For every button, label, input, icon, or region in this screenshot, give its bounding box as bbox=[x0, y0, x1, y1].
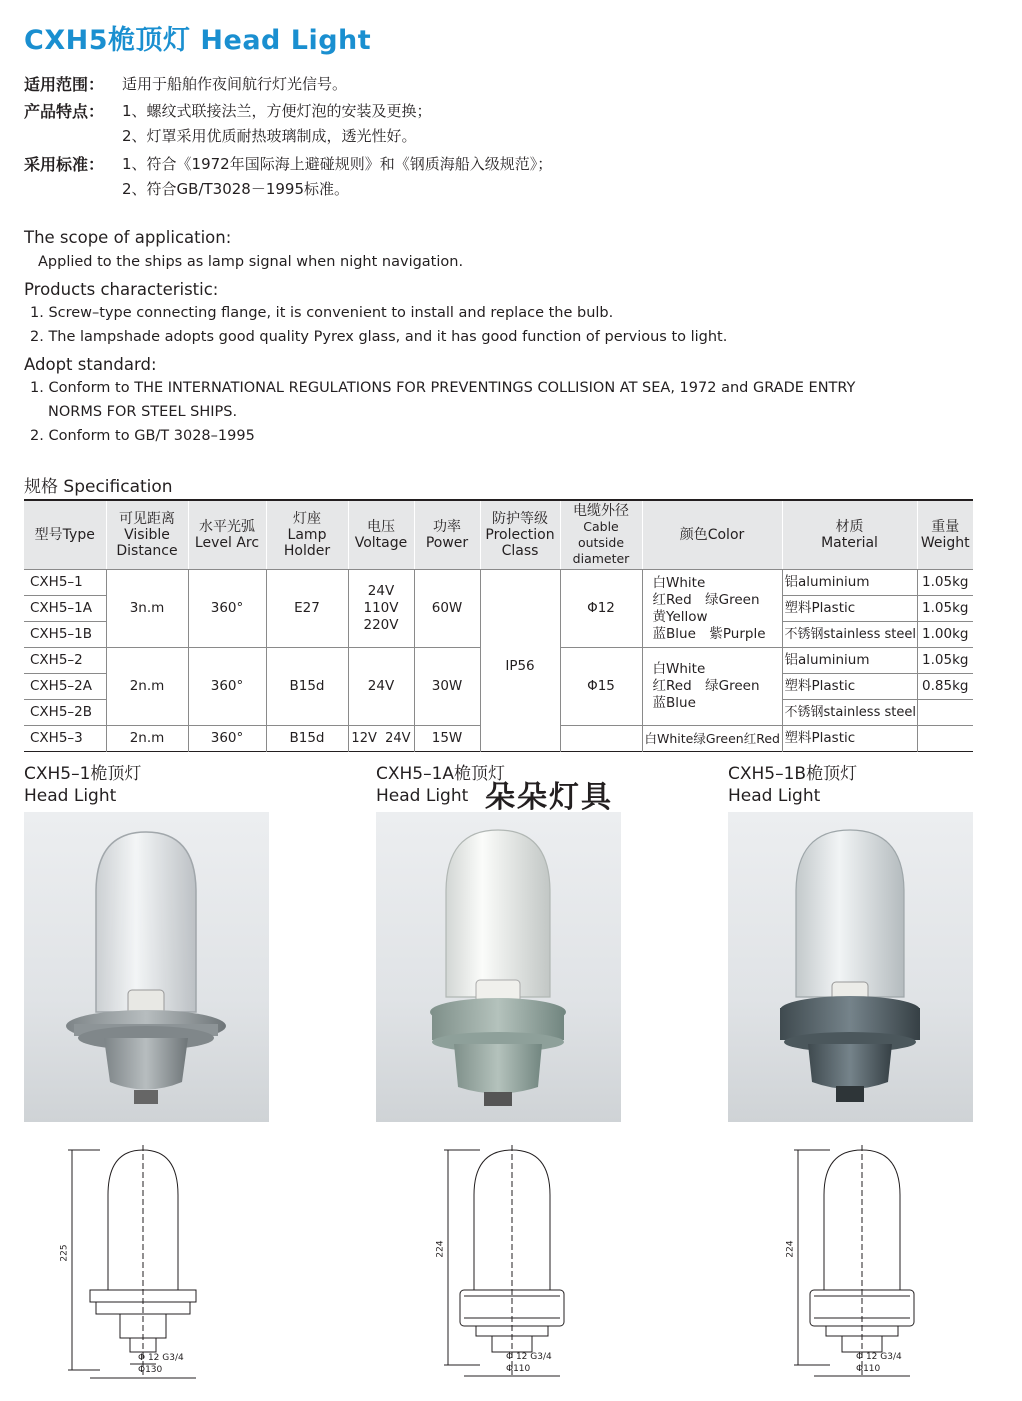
cell-type: CXH5–2 bbox=[24, 648, 106, 674]
th-distance: 可见距离 Visible Distance bbox=[106, 500, 188, 570]
cell-voltage: 24V bbox=[348, 648, 414, 726]
cn-description bbox=[24, 72, 552, 202]
spec-header-row bbox=[24, 500, 973, 570]
cell-weight: 0.85kg bbox=[917, 674, 973, 700]
dim-thread: G3/4 bbox=[162, 1353, 184, 1363]
cn-feature-2: 2、灯罩采用优质耐热玻璃制成，透光性好。 bbox=[122, 127, 417, 145]
cell-material: 塑料Plastic bbox=[782, 674, 917, 700]
cell-type: CXH5–2A bbox=[24, 674, 106, 700]
cell-arc: 360° bbox=[188, 648, 266, 726]
th-class: 防护等级 Prolection Class bbox=[480, 500, 560, 570]
th-material: 材质 Material bbox=[782, 500, 917, 570]
cn-standard-label: 采用标准： bbox=[24, 155, 105, 174]
en-std-1a: 1. Conform to THE INTERNATIONAL REGULATIONS FOR PREVENTINGS COLLISION AT SEA, 1972 and GRADE ENTRY bbox=[30, 380, 856, 396]
dim-base: Φ130 bbox=[138, 1365, 163, 1375]
en-std-heading: Adopt standard: bbox=[24, 355, 157, 374]
dim-base: Φ110 bbox=[856, 1364, 881, 1374]
en-char-1: 1. Screw–type connecting flange, it is convenient to install and replace the bulb. bbox=[30, 305, 614, 321]
dim-height: 225 bbox=[59, 1244, 70, 1262]
drawing-cxh5-1 bbox=[60, 1140, 240, 1385]
cn-standard-row-2 bbox=[24, 177, 552, 202]
cell-ip-class: IP56 bbox=[480, 570, 560, 752]
lamp-drawing-icon bbox=[430, 1140, 610, 1385]
cell-type: CXH5–1B bbox=[24, 622, 106, 648]
cell-cable: Φ12 bbox=[560, 570, 642, 648]
product-sub: Head Light bbox=[24, 786, 117, 806]
product-name: CXH5–1B桅顶灯 bbox=[728, 764, 858, 784]
th-type: 型号Type bbox=[24, 500, 106, 570]
product-photo-cxh5-1a bbox=[376, 812, 621, 1122]
cn-standard-1: 1、符合《1972年国际海上避碰规则》和《钢质海船入级规范》； bbox=[122, 155, 553, 173]
en-scope-text: Applied to the ships as lamp signal when night navigation. bbox=[38, 254, 464, 270]
en-char-heading: Products characteristic: bbox=[24, 280, 219, 299]
cell-type: CXH5–1A bbox=[24, 596, 106, 622]
dim-height: 224 bbox=[435, 1240, 446, 1258]
cell-colors: 白White绿Green红Red bbox=[642, 726, 782, 752]
cell-weight: 1.05kg bbox=[917, 570, 973, 596]
cell-material: 不锈钢stainless steel bbox=[782, 700, 917, 726]
cell-cable: Φ15 bbox=[560, 648, 642, 726]
cell-power: 15W bbox=[414, 726, 480, 752]
cell-weight: 1.05kg bbox=[917, 596, 973, 622]
dim-thread: G3/4 bbox=[880, 1352, 902, 1362]
product-caption-1 bbox=[24, 763, 141, 807]
cell-weight bbox=[917, 700, 973, 726]
cell-voltage: 24V 110V 220V bbox=[348, 570, 414, 648]
dim-base: Φ110 bbox=[506, 1364, 531, 1374]
table-row bbox=[24, 570, 973, 596]
cell-arc: 360° bbox=[188, 570, 266, 648]
cell-holder: E27 bbox=[266, 570, 348, 648]
product-name: CXH5–1A桅顶灯 bbox=[376, 764, 506, 784]
product-sub: Head Light bbox=[376, 786, 469, 806]
cn-feature-row bbox=[24, 99, 552, 124]
lamp-drawing-icon bbox=[780, 1140, 960, 1385]
cell-distance: 2n.m bbox=[106, 726, 188, 752]
cell-weight bbox=[917, 726, 973, 752]
cell-material: 塑料Plastic bbox=[782, 596, 917, 622]
dim-thread: G3/4 bbox=[530, 1352, 552, 1362]
en-std-2: 2. Conform to GB/T 3028–1995 bbox=[30, 428, 255, 444]
cell-type: CXH5–2B bbox=[24, 700, 106, 726]
cell-distance: 3n.m bbox=[106, 570, 188, 648]
cn-feature-label: 产品特点： bbox=[24, 102, 105, 121]
en-char-2: 2. The lampshade adopts good quality Pyrex glass, and it has good function of pervious to light. bbox=[30, 329, 728, 345]
drawing-cxh5-1a bbox=[430, 1140, 610, 1385]
cell-type: CXH5–3 bbox=[24, 726, 106, 752]
cell-material: 塑料Plastic bbox=[782, 726, 917, 752]
watermark-text: 朵朵灯具 bbox=[485, 780, 613, 815]
cell-material: 铝aluminium bbox=[782, 570, 917, 596]
cn-standard-row bbox=[24, 152, 552, 177]
th-voltage: 电压 Voltage bbox=[348, 500, 414, 570]
dim-cable: Φ 12 bbox=[506, 1352, 528, 1362]
dim-height: 224 bbox=[785, 1240, 796, 1258]
product-sub: Head Light bbox=[728, 786, 821, 806]
spec-table bbox=[24, 499, 973, 752]
cell-arc: 360° bbox=[188, 726, 266, 752]
cell-distance: 2n.m bbox=[106, 648, 188, 726]
lamp-photo-icon bbox=[376, 812, 621, 1122]
cell-power: 60W bbox=[414, 570, 480, 648]
cn-scope-label: 适用范围： bbox=[24, 75, 105, 94]
product-photo-cxh5-1b bbox=[728, 812, 973, 1122]
th-color: 颜色Color bbox=[642, 500, 782, 570]
cell-voltage: 12V 24V bbox=[348, 726, 414, 752]
cn-feature-row-2 bbox=[24, 124, 552, 149]
lamp-photo-icon bbox=[24, 812, 269, 1122]
drawing-cxh5-1b bbox=[780, 1140, 960, 1385]
en-scope-heading: The scope of application: bbox=[24, 228, 232, 247]
th-weight: 重量 Weight bbox=[917, 500, 973, 570]
lamp-photo-icon bbox=[728, 812, 973, 1122]
cn-standard-2: 2、符合GB/T3028－1995标准。 bbox=[122, 180, 350, 198]
cell-material: 不锈钢stainless steel bbox=[782, 622, 917, 648]
cell-material: 铝aluminium bbox=[782, 648, 917, 674]
dim-cable: Φ 12 bbox=[856, 1352, 878, 1362]
cell-power: 30W bbox=[414, 648, 480, 726]
cell-colors: 白White 红Red 绿Green 黄Yellow 蓝Blue 紫Purple bbox=[642, 570, 782, 648]
cell-holder: B15d bbox=[266, 648, 348, 726]
product-caption-3 bbox=[728, 763, 857, 807]
cell-type: CXH5–1 bbox=[24, 570, 106, 596]
th-cable: 电缆外径 Cable outside diameter bbox=[560, 500, 642, 570]
cell-weight: 1.00kg bbox=[917, 622, 973, 648]
th-arc: 水平光弧 Level Arc bbox=[188, 500, 266, 570]
cn-feature-1: 1、螺纹式联接法兰，方便灯泡的安装及更换； bbox=[122, 102, 432, 120]
cell-cable bbox=[560, 726, 642, 752]
spec-title: 规格 Specification bbox=[24, 477, 173, 497]
page-title: CXH5桅顶灯 Head Light bbox=[24, 25, 372, 56]
cell-colors: 白White 红Red 绿Green 蓝Blue bbox=[642, 648, 782, 726]
cn-scope-text: 适用于船舶作夜间航行灯光信号。 bbox=[122, 75, 348, 93]
en-std-1b: NORMS FOR STEEL SHIPS. bbox=[48, 404, 238, 420]
cell-holder: B15d bbox=[266, 726, 348, 752]
product-photo-cxh5-1 bbox=[24, 812, 269, 1122]
cn-scope-row bbox=[24, 72, 552, 97]
product-name: CXH5–1桅顶灯 bbox=[24, 764, 142, 784]
dim-cable: Φ 12 bbox=[138, 1353, 160, 1363]
cell-weight: 1.05kg bbox=[917, 648, 973, 674]
th-holder: 灯座 Lamp Holder bbox=[266, 500, 348, 570]
th-power: 功率 Power bbox=[414, 500, 480, 570]
lamp-drawing-icon bbox=[60, 1140, 240, 1385]
